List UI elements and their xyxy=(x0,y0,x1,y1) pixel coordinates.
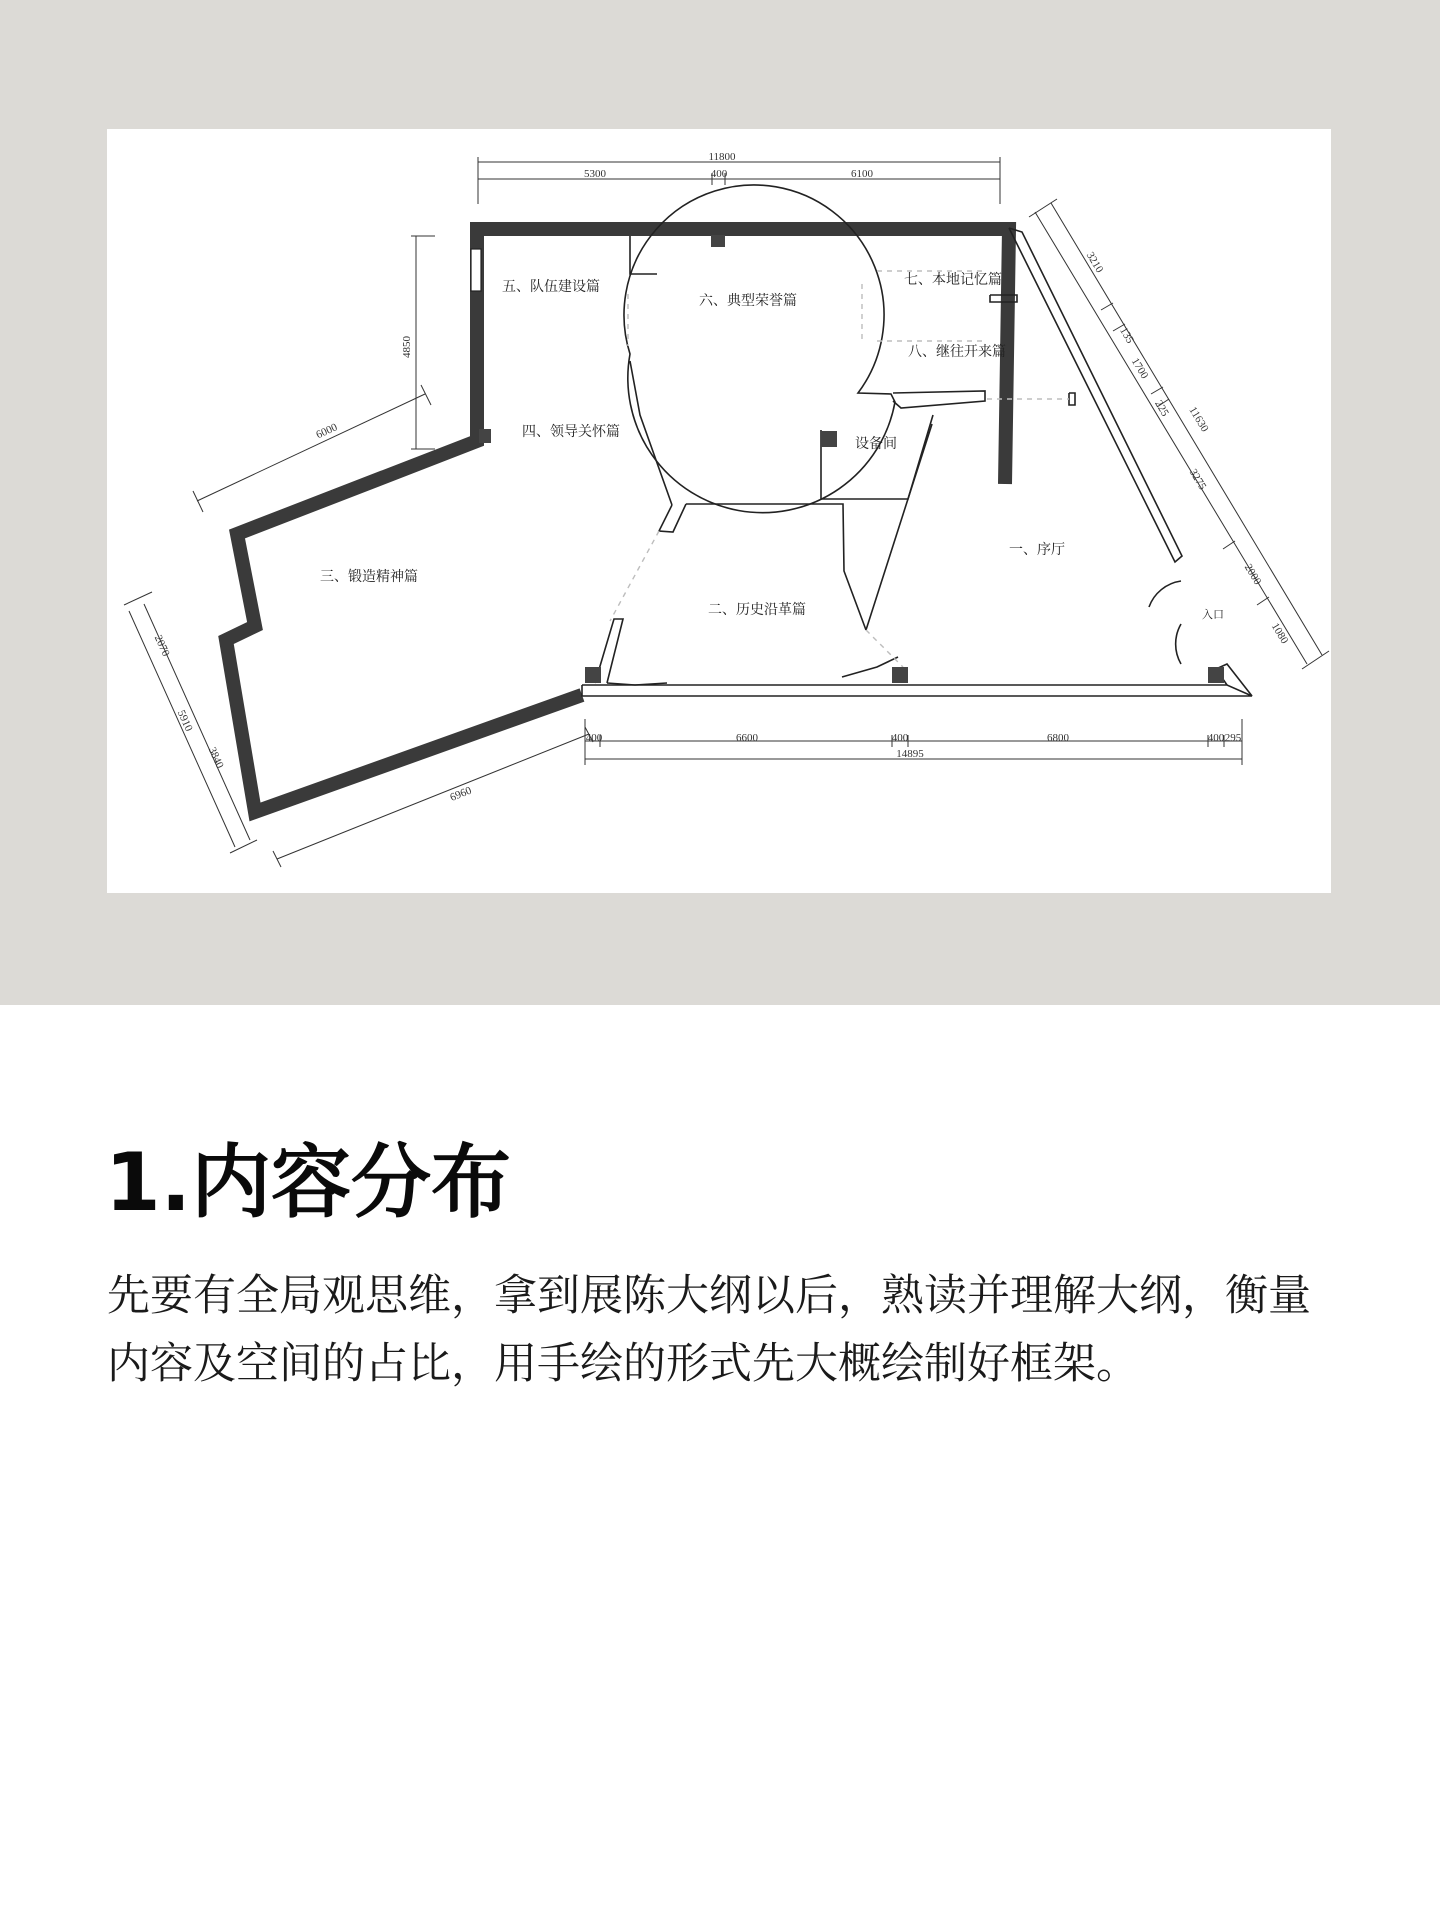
dim-right-f: 2000 xyxy=(1241,561,1264,587)
opening-2-right xyxy=(866,630,903,667)
dim-left-upper: 4850 xyxy=(401,336,413,358)
exterior-wall xyxy=(226,229,1009,812)
dim-right-total: 11630 xyxy=(1186,404,1211,435)
wall-8-left xyxy=(893,391,985,408)
dim-bottom-b: 6600 xyxy=(736,732,758,744)
dim-left-a: 2070 xyxy=(151,633,172,659)
room-label-8: 八、继往开来篇 xyxy=(908,344,1006,360)
dim-right-c: 1700 xyxy=(1128,355,1151,381)
dim-left-b: 5910 xyxy=(174,708,195,734)
room-label-equipment: 设备间 xyxy=(855,436,897,452)
partition-5-6 xyxy=(630,236,657,274)
room-label-3: 三、锻造精神篇 xyxy=(320,569,418,585)
opening-2-left xyxy=(610,531,659,621)
dim-bottom-c: 400 xyxy=(891,732,909,744)
partition-hist-left xyxy=(659,504,686,532)
room-label-2: 二、历史沿革篇 xyxy=(708,602,806,618)
floor-plan-drawing xyxy=(107,129,1331,893)
dim-right-b: 135 xyxy=(1117,325,1136,346)
equipment-room xyxy=(821,415,933,499)
room-label-6: 六、典型荣誉篇 xyxy=(699,293,797,309)
column-top xyxy=(711,235,725,247)
entrance-door-arc-lower xyxy=(1176,624,1181,664)
top-dimensions xyxy=(478,151,1000,204)
bottom-wall xyxy=(582,685,1252,696)
dim-right-e: 3275 xyxy=(1186,466,1209,492)
room-label-4: 四、领导关怀篇 xyxy=(522,424,620,440)
column-left xyxy=(479,429,491,443)
column-bottom-right xyxy=(1208,667,1224,683)
floor-plan-card xyxy=(107,129,1331,893)
dim-bottom-slant: 6960 xyxy=(448,784,474,804)
window-upper-left xyxy=(471,249,481,291)
entrance-label: 入口 xyxy=(1202,608,1224,621)
column-bottom-mid xyxy=(892,667,908,683)
dim-left-slant: 6000 xyxy=(314,421,340,442)
dim-bottom-e: 400 xyxy=(1207,732,1225,744)
dim-top-b: 400 xyxy=(710,168,728,180)
dim-right-g: 1080 xyxy=(1268,620,1291,646)
room2-right-curve xyxy=(842,657,898,677)
right-dimensions xyxy=(1029,199,1329,669)
partition-4 xyxy=(630,361,672,505)
dim-right-a: 3210 xyxy=(1083,249,1106,275)
room-label-5: 五、队伍建设篇 xyxy=(502,279,600,295)
dim-top-c: 6100 xyxy=(851,168,873,180)
dim-bottom-a: 400 xyxy=(585,732,603,744)
section-body-text: 先要有全局观思维，拿到展陈大纲以后，熟读并理解大纲，衡量内容及空间的占比，用手绘的形式先大概绘制好框架。 xyxy=(107,1271,1311,1389)
room-label-7: 七、本地记忆篇 xyxy=(904,272,1002,288)
bottom-dimensions xyxy=(273,719,1242,867)
section-heading: 1.内容分布 xyxy=(105,1136,512,1229)
dim-bottom-total: 14895 xyxy=(896,748,924,760)
wall-8-right xyxy=(1069,393,1075,405)
column-equipment xyxy=(821,431,837,447)
dim-top-a: 5300 xyxy=(584,168,606,180)
dim-left-c: 3840 xyxy=(205,745,226,771)
dim-bottom-d: 6800 xyxy=(1047,732,1069,744)
equipment-diagonal xyxy=(866,424,932,630)
dim-right-d: 225 xyxy=(1152,398,1171,419)
column-bottom-left xyxy=(585,667,601,683)
dim-top-total: 11800 xyxy=(708,151,736,163)
room-label-1: 一、序厅 xyxy=(1009,542,1065,558)
entrance-door-arc-upper xyxy=(1149,581,1181,607)
dim-bottom-f: 295 xyxy=(1224,732,1242,744)
